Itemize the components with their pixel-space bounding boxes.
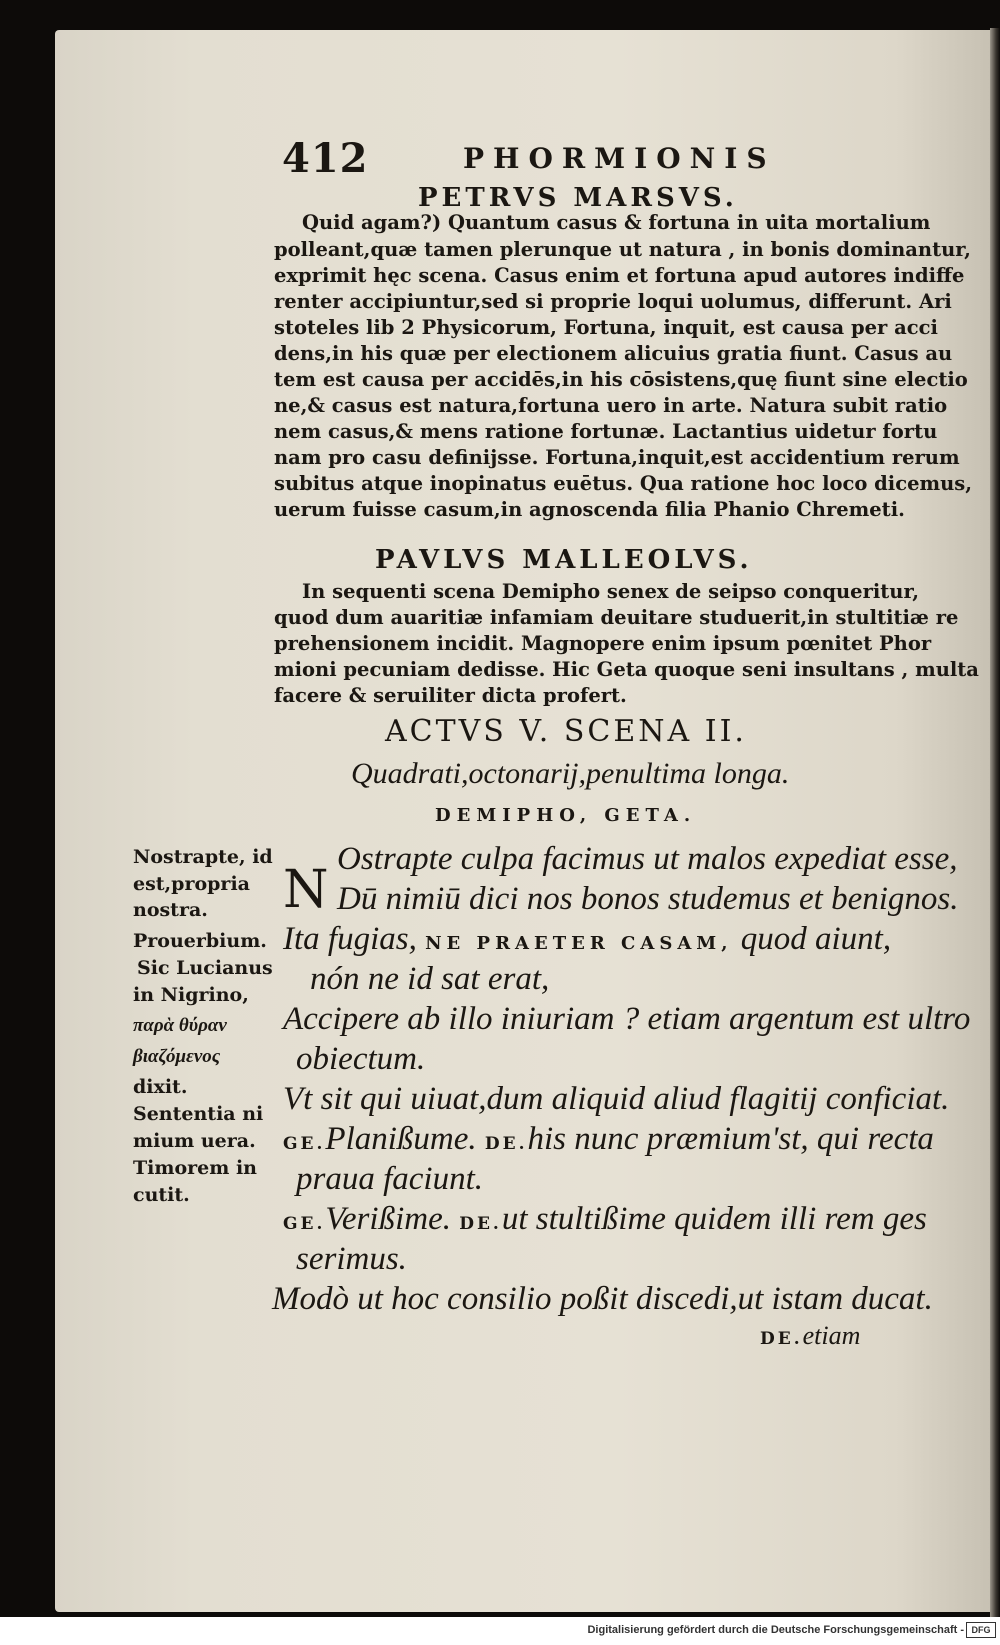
dfg-logo: DFG bbox=[966, 1622, 996, 1638]
commentary-line: In sequenti scena Demipho senex de seipso conqueritur, bbox=[302, 580, 920, 603]
margin-note: Sententia ni bbox=[133, 1103, 264, 1125]
commentary-line: uerum fuisse casum,in agnoscenda filia Phanio Chremeti. bbox=[274, 498, 905, 521]
commentary-line: mioni pecuniam dedisse. Hic Geta quoque seni insultans , multa bbox=[274, 658, 979, 681]
drop-cap: N bbox=[283, 860, 329, 920]
meter-note: Quadrati,octonarij,penultima longa. bbox=[351, 757, 790, 790]
verse-text: Planißume. bbox=[325, 1121, 477, 1157]
commentary-line: nem casus,& mens ratione fortunæ. Lactantius uidetur fortu bbox=[274, 420, 938, 443]
funding-credit: Digitalisierung gefördert durch die Deutsche Forschungsgemeinschaft - bbox=[587, 1624, 964, 1636]
margin-note: mium uera. bbox=[133, 1130, 256, 1152]
verse-line: praua faciunt. bbox=[296, 1161, 483, 1197]
margin-note: cutit. bbox=[133, 1184, 190, 1206]
verse-text: his nunc præmium'st, qui recta bbox=[527, 1121, 934, 1157]
verse-line: Dū nimiū dici nos bonos studemus et benignos. bbox=[337, 881, 959, 917]
margin-note: dixit. bbox=[133, 1076, 188, 1098]
commentary-line: tem est causa per accidēs,in his cōsistens,quę fiunt sine electio bbox=[274, 368, 968, 391]
margin-note: est,propria bbox=[133, 873, 250, 895]
margin-note: Sic Lucianus bbox=[137, 957, 273, 979]
verse-text: Verißime. bbox=[325, 1201, 451, 1237]
page-number: 412 bbox=[282, 135, 369, 182]
verse-line: Ostrapte culpa facimus ut malos expediat esse, bbox=[337, 841, 958, 877]
commentary-line: prehensionem incidit. Magnopere enim ipsum pœnitet Phor bbox=[274, 632, 932, 655]
verse-line: obiectum. bbox=[296, 1041, 426, 1077]
margin-note: Nostrapte, id bbox=[133, 846, 273, 868]
commentary-line: stoteles lib 2 Physicorum, Fortuna, inquit, est causa per acci bbox=[274, 316, 938, 339]
speaker-tag: DE. bbox=[484, 1134, 528, 1154]
verse-text: quod aiunt, bbox=[740, 921, 892, 957]
speaker-list: DEMIPHO, GETA. bbox=[435, 805, 697, 826]
commentary-line: subitus atque inopinatus euētus. Qua ratione hoc loco dicemus, bbox=[274, 472, 973, 495]
section-heading-malleolus: PAVLVS MALLEOLVS. bbox=[375, 545, 753, 575]
commentary-line: dens,in his quæ per electionem alicuius gratia fiunt. Casus au bbox=[274, 342, 953, 365]
verse-line bbox=[283, 1121, 934, 1158]
footer-bar bbox=[0, 1617, 1000, 1645]
margin-note: Timorem in bbox=[133, 1157, 257, 1179]
speaker-tag: GE. bbox=[283, 1134, 326, 1154]
verse-text: Ita fugias, bbox=[283, 921, 417, 957]
margin-note-greek: βιαζόμενος bbox=[133, 1046, 221, 1067]
commentary-line: facere & seruiliter dicta profert. bbox=[274, 684, 627, 707]
catchword bbox=[760, 1321, 860, 1351]
act-scene-heading: ACTVS V. SCENA II. bbox=[385, 714, 747, 749]
catchword-speaker: DE. bbox=[760, 1329, 803, 1349]
running-head: PHORMIONIS bbox=[463, 142, 776, 175]
commentary-line: nam pro casu definijsse. Fortuna,inquit,est accidentium rerum bbox=[274, 446, 960, 469]
verse-line: Modò ut hoc consilio poßit discedi,ut istam ducat. bbox=[272, 1281, 933, 1317]
speaker-tag: GE. bbox=[283, 1214, 326, 1234]
verse-line bbox=[283, 1201, 927, 1238]
commentary-line: exprimit hęc scena. Casus enim et fortuna apud autores indiffe bbox=[274, 264, 965, 287]
speaker-tag: DE. bbox=[459, 1214, 502, 1234]
commentary-line: ne,& casus est natura,fortuna uero in arte. Natura subit ratio bbox=[274, 394, 948, 417]
verse-text: ut stultißime quidem illi rem ges bbox=[501, 1201, 927, 1237]
commentary-line: quod dum auaritiæ infamiam deuitare studuerit,in stultitiæ re bbox=[274, 606, 959, 629]
verse-line: Vt sit qui uiuat,dum aliquid aliud flagitij conficiat. bbox=[283, 1081, 950, 1117]
section-heading-marsus: PETRVS MARSVS. bbox=[418, 183, 738, 213]
proverb-caps: NE PRAETER CASAM, bbox=[425, 933, 733, 954]
page-edge bbox=[990, 28, 1000, 1617]
margin-note-greek: παρὰ θύραν bbox=[133, 1015, 227, 1036]
verse-line bbox=[283, 921, 891, 958]
verse-line: nón ne id sat erat, bbox=[310, 961, 550, 997]
margin-note: nostra. bbox=[133, 899, 208, 921]
verse-line: serimus. bbox=[296, 1241, 407, 1277]
commentary-line: polleant,quæ tamen plerunque ut natura , in bonis dominantur, bbox=[274, 238, 971, 261]
margin-note: in Nigrino, bbox=[133, 984, 249, 1006]
catchword-text: etiam bbox=[802, 1321, 861, 1350]
commentary-line: Quid agam?) Quantum casus & fortuna in uita mortalium bbox=[302, 211, 931, 234]
margin-note: Prouerbium. bbox=[133, 930, 267, 952]
commentary-line: renter accipiuntur,sed si proprie loqui uolumus, differunt. Ari bbox=[274, 290, 952, 313]
verse-line: Accipere ab illo iniuriam ? etiam argentum est ultro bbox=[283, 1001, 971, 1037]
